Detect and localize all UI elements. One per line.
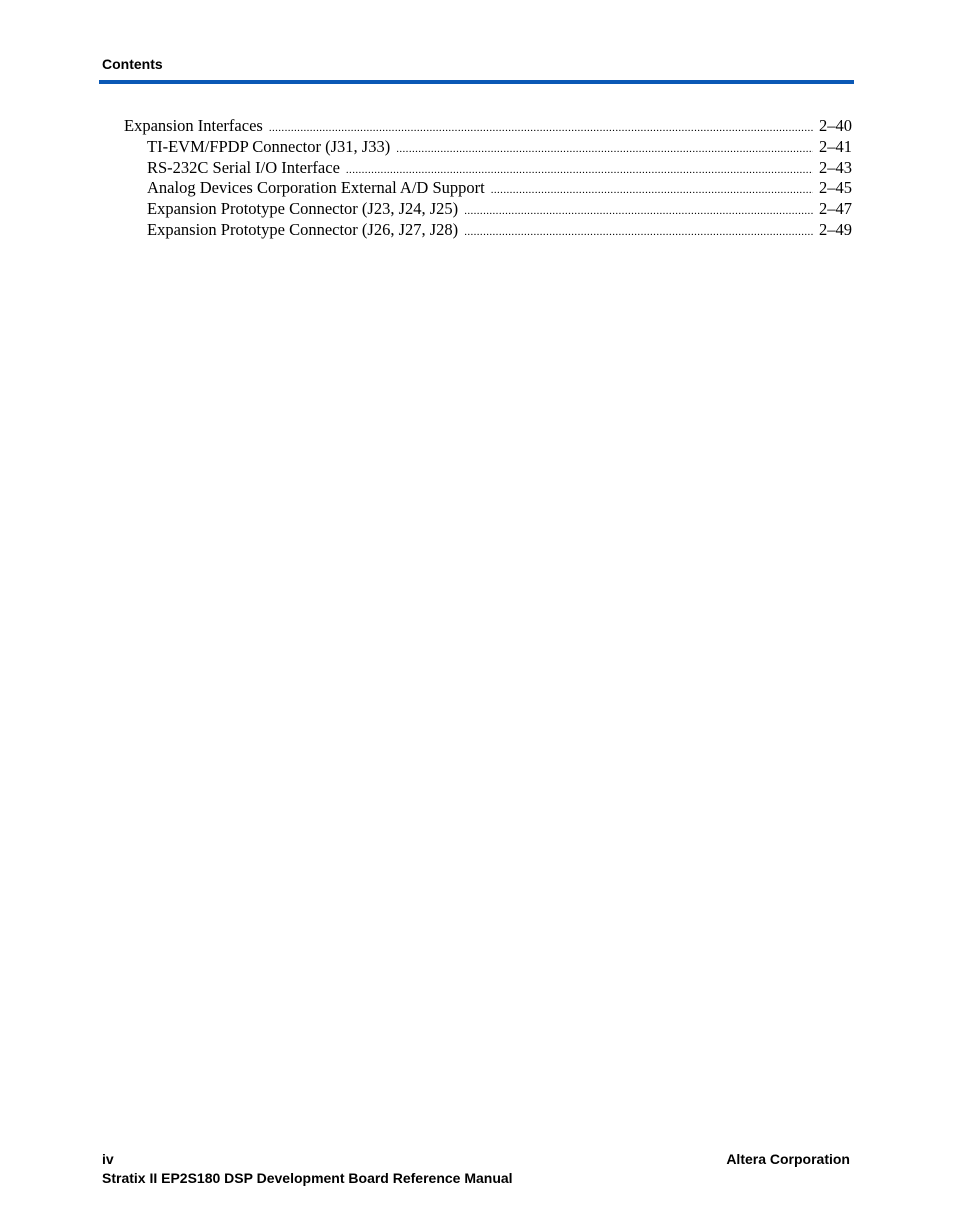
toc-dot-leader [396, 139, 813, 160]
footer-company: Altera Corporation [726, 1151, 850, 1167]
toc-entry-page: 2–47 [819, 199, 852, 219]
toc-dot-leader [269, 118, 813, 139]
toc-entry[interactable] [124, 158, 852, 179]
toc-dot-leader [346, 160, 813, 181]
toc-entry[interactable] [124, 116, 852, 137]
toc-entry[interactable] [124, 199, 852, 220]
toc-entry-label: TI-EVM/FPDP Connector (J31, J33) [147, 136, 391, 156]
toc-entry-page: 2–43 [819, 157, 852, 177]
toc-entry-page: 2–41 [819, 136, 852, 156]
toc-entry[interactable] [124, 220, 852, 241]
toc-entry[interactable] [124, 137, 852, 158]
header-rule [99, 80, 854, 84]
toc-entry-label: Expansion Prototype Connector (J23, J24, J25) [147, 199, 459, 219]
toc-entry-page: 2–40 [819, 116, 852, 135]
toc-entry[interactable] [124, 178, 852, 199]
toc-dot-leader [464, 222, 813, 243]
toc-entry-page: 2–45 [819, 178, 852, 198]
toc-dot-leader [491, 180, 813, 201]
toc-entry-label: Expansion Prototype Connector (J26, J27, J28) [147, 219, 459, 239]
toc-entry-page: 2–49 [819, 219, 852, 239]
table-of-contents [124, 116, 852, 241]
toc-entry-label: Expansion Interfaces [124, 116, 263, 135]
toc-entry-label: Analog Devices Corporation External A/D Support [147, 178, 485, 198]
toc-dot-leader [464, 201, 813, 222]
running-header-title: Contents [102, 56, 163, 72]
toc-entry-label: RS-232C Serial I/O Interface [147, 157, 340, 177]
footer-page-number: iv [102, 1151, 114, 1167]
footer-manual-title: Stratix II EP2S180 DSP Development Board Reference Manual [102, 1170, 513, 1186]
